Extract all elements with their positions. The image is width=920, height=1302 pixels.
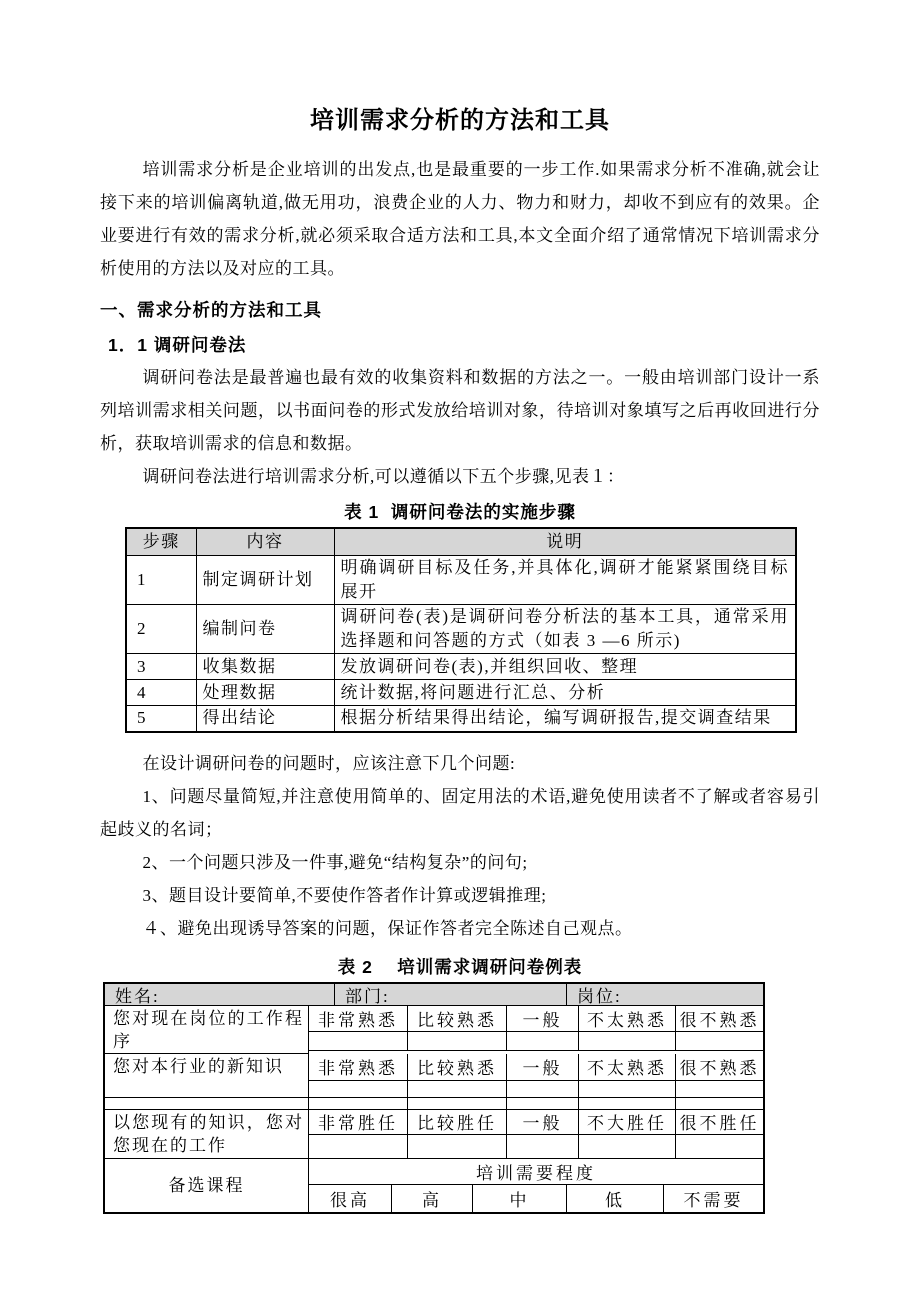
empty-cell bbox=[507, 1032, 579, 1051]
table1-row bbox=[126, 654, 796, 680]
spacer-row bbox=[105, 1098, 763, 1110]
option-label: 不太熟悉 bbox=[579, 1054, 676, 1081]
need-level: 很高 bbox=[309, 1185, 392, 1212]
empty-cell bbox=[579, 1081, 676, 1098]
option-label: 很不熟悉 bbox=[676, 1054, 763, 1081]
table1 bbox=[125, 527, 797, 733]
table1-header-step: 步骤 bbox=[126, 528, 196, 556]
note-item-4: ４、避免出现诱导答案的问题，保证作答者完全陈述自己观点。 bbox=[142, 918, 633, 938]
table1-cell-step: 2 bbox=[126, 605, 196, 654]
table1-row bbox=[126, 680, 796, 706]
empty-cell bbox=[408, 1081, 507, 1098]
empty-cell bbox=[676, 1135, 763, 1159]
table1-cell-step: 5 bbox=[126, 706, 196, 732]
empty-cell bbox=[676, 1032, 763, 1051]
empty-cell bbox=[309, 1135, 408, 1159]
option-label: 非常胜任 bbox=[309, 1110, 408, 1135]
option-label: 不太熟悉 bbox=[579, 1006, 676, 1032]
question-label: 您对现在岗位的工作程序 bbox=[105, 1006, 309, 1054]
department-field-label: 部门: bbox=[335, 984, 567, 1006]
empty-cell bbox=[408, 1098, 507, 1110]
empty-cell bbox=[309, 1098, 408, 1110]
table1-cell-content: 收集数据 bbox=[196, 654, 334, 680]
empty-cell bbox=[105, 1098, 309, 1110]
table1-header-content: 内容 bbox=[196, 528, 334, 556]
empty-cell bbox=[408, 1032, 507, 1051]
table1-cell-description: 统计数据,将问题进行汇总、分析 bbox=[334, 680, 796, 706]
section-1-1-heading: 1．1 调研问卷法 bbox=[108, 335, 247, 355]
empty-cell bbox=[507, 1081, 579, 1098]
table1-caption: 表 1 调研问卷法的实施步骤 bbox=[344, 502, 576, 522]
empty-cell bbox=[507, 1135, 579, 1159]
option-label: 很不胜任 bbox=[676, 1110, 763, 1135]
section-1-1-paragraph-1: 调研问卷法是最普遍也最有效的收集资料和数据的方法之一。一般由培训部门设计一系列培训需求相关问题，以书面问卷的形式发放给培训对象，待培训对象填写之后再收回进行分析，获取培训需求的信息和数据。 bbox=[100, 368, 820, 453]
need-level: 高 bbox=[392, 1185, 473, 1212]
answer-row bbox=[309, 1135, 763, 1159]
table2-question-block bbox=[105, 1054, 763, 1098]
empty-cell bbox=[507, 1098, 579, 1110]
table2-course-block bbox=[105, 1159, 763, 1212]
table2-caption: 表 2 培训需求调研问卷例表 bbox=[337, 956, 583, 977]
answer-row bbox=[309, 1032, 763, 1051]
table1-cell-description: 发放调研问卷(表),并组织回收、整理 bbox=[334, 654, 796, 680]
note-item-2: 2、一个问题只涉及一件事,避免“结构复杂”的问句; bbox=[142, 852, 528, 872]
empty-cell bbox=[676, 1081, 763, 1098]
table1-cell-step: 1 bbox=[126, 556, 196, 605]
option-label: 一般 bbox=[507, 1054, 579, 1081]
table1-cell-content: 处理数据 bbox=[196, 680, 334, 706]
need-level: 不需要 bbox=[683, 1190, 744, 1210]
table1-cell-content: 编制问卷 bbox=[196, 605, 334, 654]
empty-cell bbox=[676, 1098, 763, 1110]
question-label: 您对本行业的新知识 bbox=[105, 1054, 309, 1098]
note-item-1: 1、问题尽量简短,并注意使用简单的、固定用法的术语,避免使用读者不了解或者容易引起歧义的名词； bbox=[100, 786, 820, 839]
course-label: 备选课程 bbox=[105, 1159, 309, 1212]
option-label: 一般 bbox=[507, 1006, 579, 1032]
question-label: 以您现有的知识，您对您现在的工作 bbox=[105, 1110, 309, 1159]
empty-cell bbox=[408, 1135, 507, 1159]
table1-row bbox=[126, 556, 796, 605]
option-label: 比较胜任 bbox=[408, 1110, 507, 1135]
empty-cell bbox=[579, 1135, 676, 1159]
empty-cell bbox=[579, 1032, 676, 1051]
name-field-label: 姓名: bbox=[105, 984, 335, 1006]
section-1-1-paragraph-2: 调研问卷法进行培训需求分析,可以遵循以下五个步骤,见表１： bbox=[142, 467, 625, 486]
table1-cell-description: 明确调研目标及任务,并具体化,调研才能紧紧围绕目标展开 bbox=[334, 556, 796, 605]
option-label: 非常熟悉 bbox=[309, 1006, 408, 1032]
option-label: 比较熟悉 bbox=[408, 1006, 507, 1032]
empty-cell bbox=[579, 1098, 676, 1110]
empty-cell bbox=[309, 1032, 408, 1051]
option-label: 不大胜任 bbox=[579, 1110, 676, 1135]
need-level: 中 bbox=[473, 1185, 567, 1212]
table1-row bbox=[126, 605, 796, 654]
answer-row bbox=[309, 1081, 763, 1098]
table2 bbox=[103, 982, 765, 1214]
table1-cell-content: 制定调研计划 bbox=[196, 556, 334, 605]
table1-cell-content: 得出结论 bbox=[196, 706, 334, 732]
intro-paragraph: 培训需求分析是企业培训的出发点,也是最重要的一步工作.如果需求分析不准确,就会让接下来的培训偏离轨道,做无用功，浪费企业的人力、物力和财力，却收不到应有的效果。企业要进行有效的需求分析,就必须采取合适方法和工具,本文全面介绍了通常情况下培训需求分析使用的方法以及对应的工具。 bbox=[100, 160, 820, 278]
table1-row bbox=[126, 706, 796, 732]
need-level: 低 bbox=[567, 1185, 664, 1212]
table2-question-block bbox=[105, 1110, 763, 1159]
empty-cell bbox=[309, 1081, 408, 1098]
table1-header-row bbox=[126, 528, 796, 556]
option-label: 很不熟悉 bbox=[676, 1006, 763, 1032]
option-label: 一般 bbox=[507, 1110, 579, 1135]
position-field-label: 岗位: bbox=[567, 984, 763, 1006]
table1-cell-description: 根据分析结果得出结论，编写调研报告,提交调查结果 bbox=[334, 706, 796, 732]
document-title: 培训需求分析的方法和工具 bbox=[310, 107, 610, 134]
option-label: 比较熟悉 bbox=[408, 1054, 507, 1081]
notes-intro: 在设计调研问卷的问题时，应该注意下几个问题: bbox=[142, 753, 516, 773]
table1-header-description: 说明 bbox=[334, 528, 796, 556]
need-level-header: 培训需要程度 bbox=[309, 1159, 763, 1185]
table1-cell-step: 4 bbox=[126, 680, 196, 706]
note-item-3: 3、题目设计要简单,不要使作答者作计算或逻辑推理; bbox=[142, 885, 547, 905]
section-1-heading: 一、需求分析的方法和工具 bbox=[100, 300, 322, 320]
table1-cell-description: 调研问卷(表)是调研问卷分析法的基本工具，通常采用选择题和问答题的方式（如表 3 —6 所示) bbox=[334, 605, 796, 654]
option-label: 非常熟悉 bbox=[309, 1054, 408, 1081]
table2-info-row bbox=[105, 984, 763, 1006]
table2-question-block bbox=[105, 1006, 763, 1054]
table1-cell-step: 3 bbox=[126, 654, 196, 680]
